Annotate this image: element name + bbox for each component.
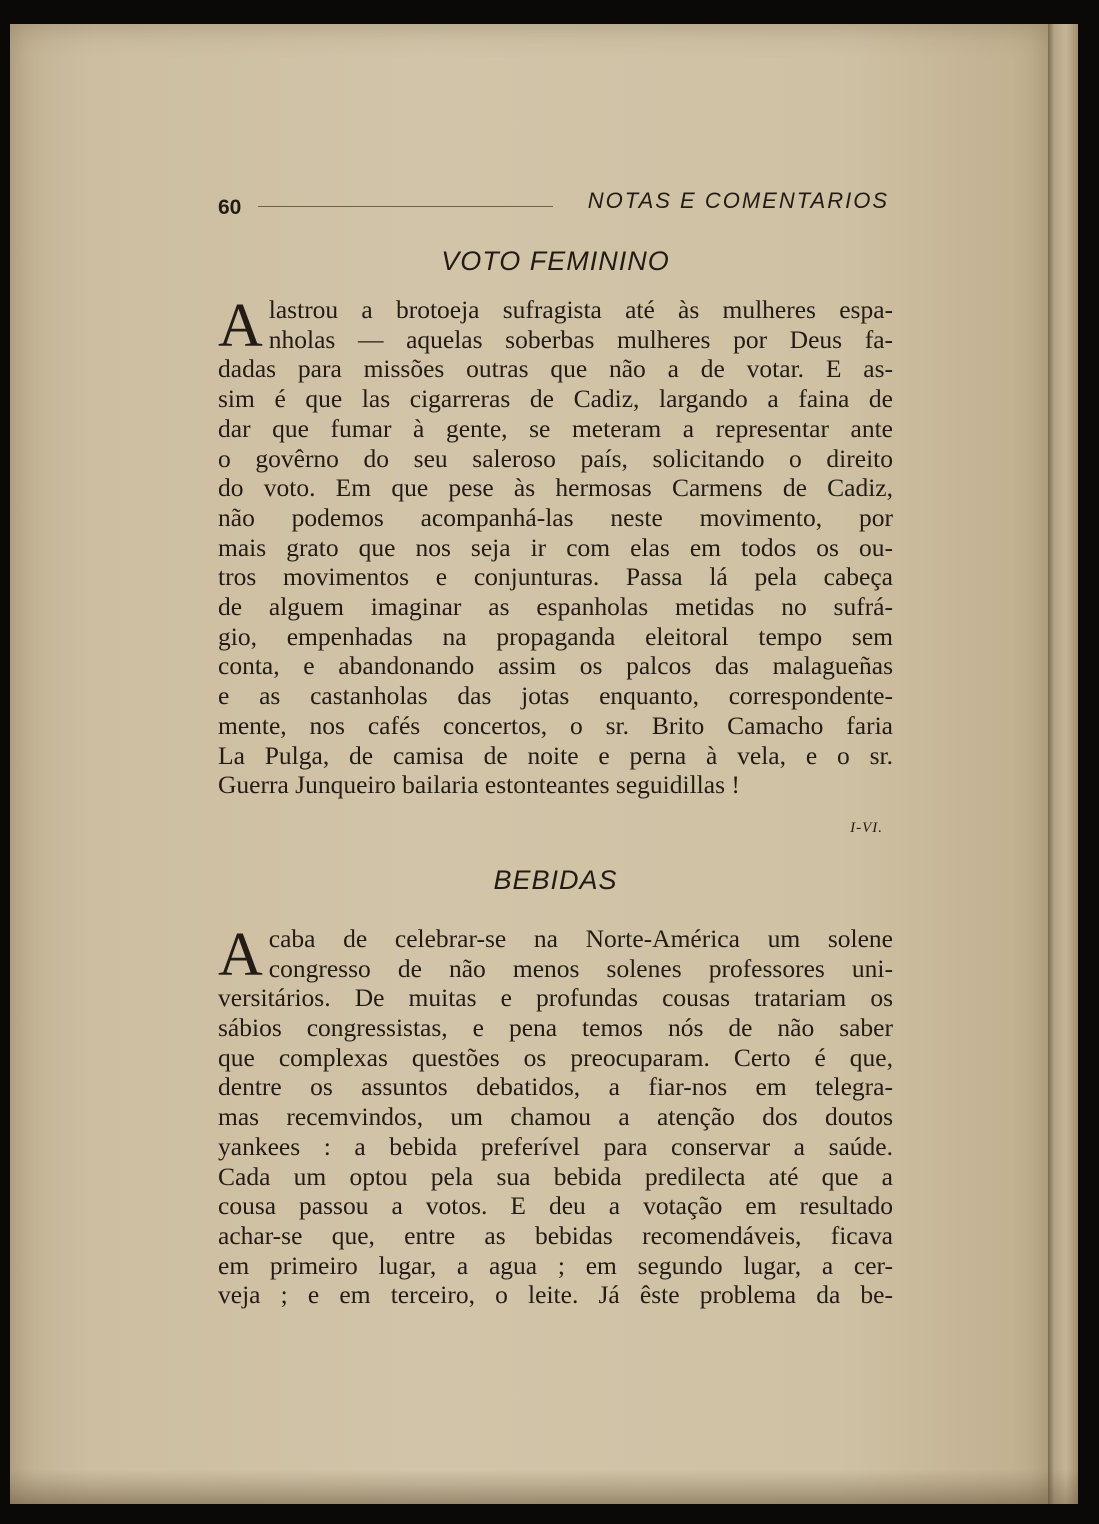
running-title: NOTAS E COMENTARIOS bbox=[587, 188, 889, 213]
running-head bbox=[218, 186, 893, 226]
author-signature: I-VI. bbox=[850, 819, 883, 836]
text-line: gio, empenhadas na propaganda eleitoral tempo sem bbox=[218, 621, 893, 651]
page-number: 60 bbox=[218, 196, 242, 219]
text-line: veja ; e em terceiro, o leite. Já êste problema da be- bbox=[218, 1280, 893, 1310]
text-line: mas recemvindos, um chamou a atenção dos doutos bbox=[218, 1102, 893, 1132]
header-rule bbox=[258, 206, 553, 207]
page-gutter-edge bbox=[1048, 24, 1078, 1504]
page-bottom-shadow bbox=[10, 1470, 1078, 1504]
text-line: La Pulga, de camisa de noite e perna à vela, e o sr. bbox=[218, 740, 893, 770]
text-line: achar-se que, entre as bebidas recomendáveis, ficava bbox=[218, 1220, 893, 1250]
text-line: não podemos acompanhá-las neste movimento, por bbox=[218, 502, 893, 532]
text-block bbox=[218, 186, 893, 1310]
text-line: caba de celebrar-se na Norte-América um solene bbox=[268, 923, 893, 953]
section-title-voto-feminino: VOTO FEMININO bbox=[441, 246, 670, 276]
text-line: que complexas questões os preocuparam. Certo é que, bbox=[218, 1042, 893, 1072]
text-line: tros movimentos e conjunturas. Passa lá pela cabeça bbox=[218, 562, 893, 592]
paragraph-voto-feminino bbox=[218, 292, 893, 800]
text-line: nholas — aquelas soberbas mulheres por Deus fa- bbox=[268, 324, 893, 354]
text-line: em primeiro lugar, a agua ; em segundo lugar, a cer- bbox=[218, 1250, 893, 1280]
text-line: do voto. Em que pese às hermosas Carmens de Cadiz, bbox=[218, 473, 893, 503]
text-line: mais grato que nos seja ir com elas em todos os ou- bbox=[218, 532, 893, 562]
text-line: e as castanholas das jotas enquanto, correspondente- bbox=[218, 681, 893, 711]
text-line: de alguem imaginar as espanholas metidas no sufrá- bbox=[218, 592, 893, 622]
drop-cap: A bbox=[218, 920, 263, 989]
text-line: o govêrno do seu saleroso país, solicitando o direito bbox=[218, 443, 893, 473]
text-line: sim é que las cigarreras de Cadiz, largando a faina de bbox=[218, 384, 893, 414]
text-line: Guerra Junqueiro bailaria estonteantes seguidillas ! bbox=[218, 770, 740, 800]
text-line: dadas para missões outras que não a de votar. E as- bbox=[218, 354, 893, 384]
text-line: dar que fumar à gente, se meteram a representar ante bbox=[218, 413, 893, 443]
section-title-bebidas: BEBIDAS bbox=[493, 864, 618, 895]
text-line: lastrou a brotoeja sufragista até às mulheres espa- bbox=[268, 295, 893, 324]
paragraph-bebidas bbox=[218, 920, 893, 1310]
text-line: congresso de não menos solenes professores uni- bbox=[268, 953, 893, 983]
text-line: conta, e abandonando assim os palcos das malagueñas bbox=[218, 651, 893, 681]
text-line: yankees : a bebida preferível para conservar a saúde. bbox=[218, 1131, 893, 1161]
text-line: cousa passou a votos. E deu a votação em resultado bbox=[218, 1191, 893, 1221]
text-line: sábios congressistas, e pena temos nós de não saber bbox=[218, 1013, 893, 1043]
text-line: Cada um optou pela sua bebida predilecta até que a bbox=[218, 1161, 893, 1191]
text-line: dentre os assuntos debatidos, a fiar-nos em telegra- bbox=[218, 1072, 893, 1102]
text-line: mente, nos cafés concertos, o sr. Brito Camacho faria bbox=[218, 710, 893, 740]
scan-border bbox=[1078, 18, 1099, 1518]
drop-cap: A bbox=[218, 292, 263, 360]
text-line: versitários. De muitas e profundas cousas tratariam os bbox=[218, 983, 893, 1013]
